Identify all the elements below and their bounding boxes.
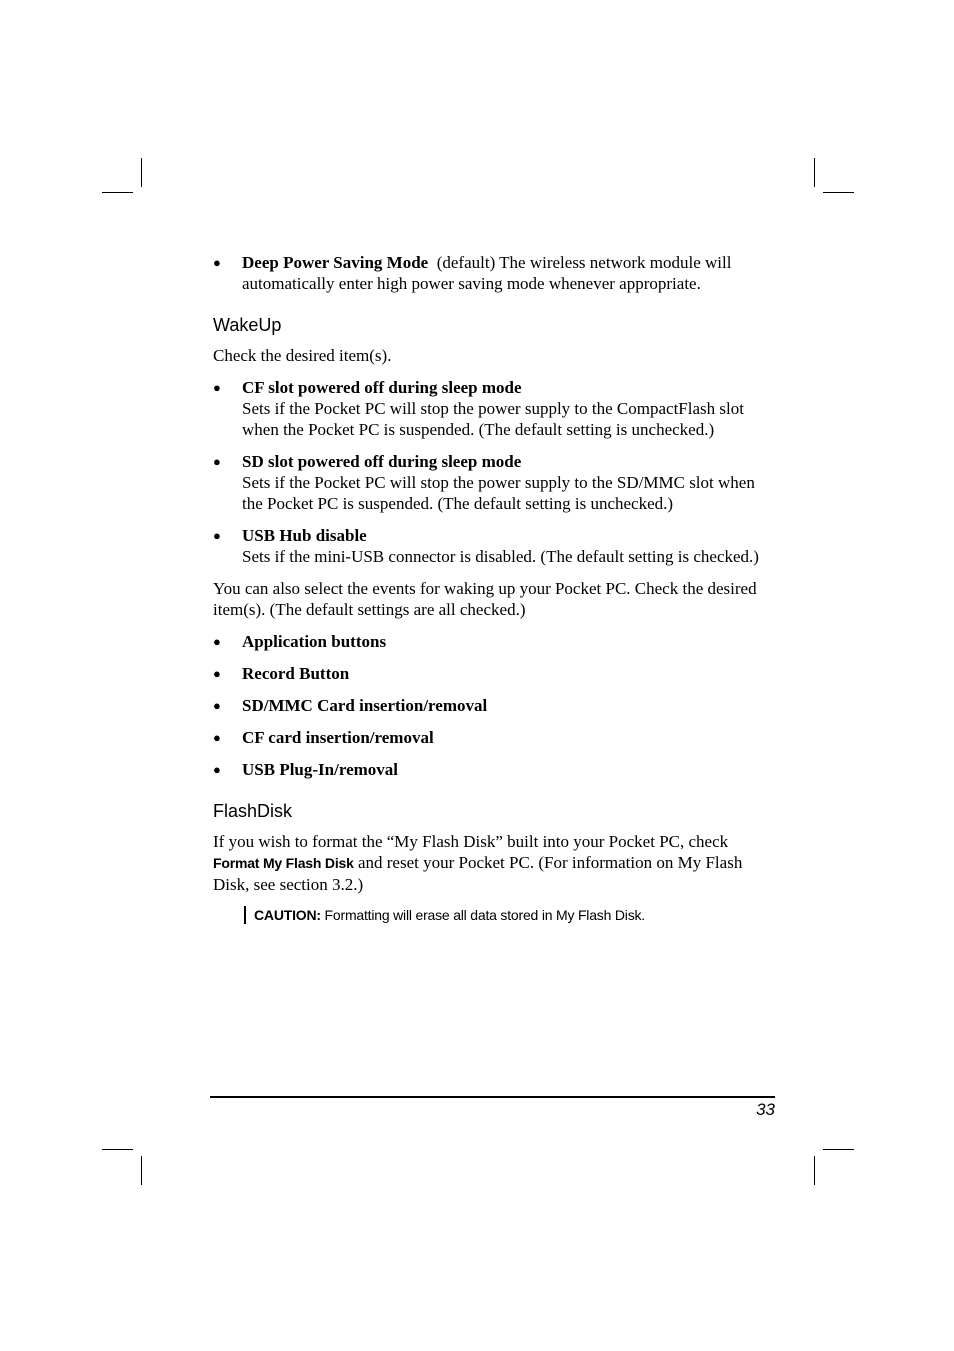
item-title: CF slot powered off during sleep mode (242, 378, 522, 397)
list-item (213, 695, 775, 716)
item-title: CF card insertion/removal (242, 728, 434, 747)
flashdisk-paragraph (213, 831, 775, 895)
caution-note (244, 906, 775, 924)
crop-mark (823, 1149, 854, 1150)
wakeup-intro: Check the desired item(s). (213, 346, 392, 365)
item-title: USB Hub disable (242, 526, 367, 545)
caution-text: Formatting will erase all data stored in My Flash Disk. (324, 907, 645, 923)
ui-term: Format My Flash Disk (213, 855, 354, 871)
item-text: Sets if the Pocket PC will stop the power supply to the CompactFlash slot when the Pocket PC is suspended. (The default setting is unchecked.) (242, 399, 744, 439)
item-title: SD slot powered off during sleep mode (242, 452, 522, 471)
section-heading-wakeup: WakeUp (213, 315, 282, 335)
list-item (213, 727, 775, 748)
list-item (213, 451, 775, 514)
bullet-icon: ● (213, 255, 221, 270)
list-item (213, 631, 775, 652)
bullet-icon: ● (213, 634, 221, 649)
list-item (213, 252, 775, 294)
bullet-icon: ● (213, 528, 221, 543)
page-content (213, 252, 775, 924)
bullet-icon: ● (213, 730, 221, 745)
caution-label: CAUTION: (254, 907, 321, 923)
item-text: Sets if the Pocket PC will stop the power supply to the SD/MMC slot when the Pocket PC is suspended. (The default setting is unchecked.) (242, 473, 755, 513)
footer-rule (210, 1096, 775, 1098)
item-title: USB Plug-In/removal (242, 760, 399, 779)
item-text: (default) The wireless network module will automatically enter high power saving mode whenever appropriate. (242, 253, 732, 293)
crop-mark (814, 1156, 815, 1185)
paragraph-text: and reset your Pocket PC. (For information on My Flash Disk, see section 3.2.) (213, 853, 743, 894)
section-heading-flashdisk: FlashDisk (213, 801, 293, 821)
item-text: Sets if the mini-USB connector is disabled. (The default setting is checked.) (242, 547, 759, 566)
bullet-icon: ● (213, 380, 221, 395)
crop-mark (141, 1156, 142, 1185)
page-number: 33 (756, 1100, 775, 1119)
list-item (213, 663, 775, 684)
bullet-icon: ● (213, 666, 221, 681)
list-item (213, 525, 775, 567)
item-title: Deep Power Saving Mode (242, 253, 429, 272)
bullet-icon: ● (213, 698, 221, 713)
crop-mark (823, 192, 854, 193)
bullet-icon: ● (213, 762, 221, 777)
crop-mark (102, 1149, 133, 1150)
item-title: Record Button (242, 664, 350, 683)
paragraph-text: If you wish to format the “My Flash Disk” built into your Pocket PC, check (213, 832, 729, 851)
crop-mark (141, 158, 142, 187)
crop-mark (102, 192, 133, 193)
wakeup-events-intro: You can also select the events for waking up your Pocket PC. Check the desired item(s). (The default settings are all checked.) (213, 579, 757, 619)
list-item (213, 377, 775, 440)
item-title: SD/MMC Card insertion/removal (242, 696, 488, 715)
bullet-icon: ● (213, 454, 221, 469)
item-title: Application buttons (242, 632, 387, 651)
crop-mark (814, 158, 815, 187)
list-item (213, 759, 775, 780)
